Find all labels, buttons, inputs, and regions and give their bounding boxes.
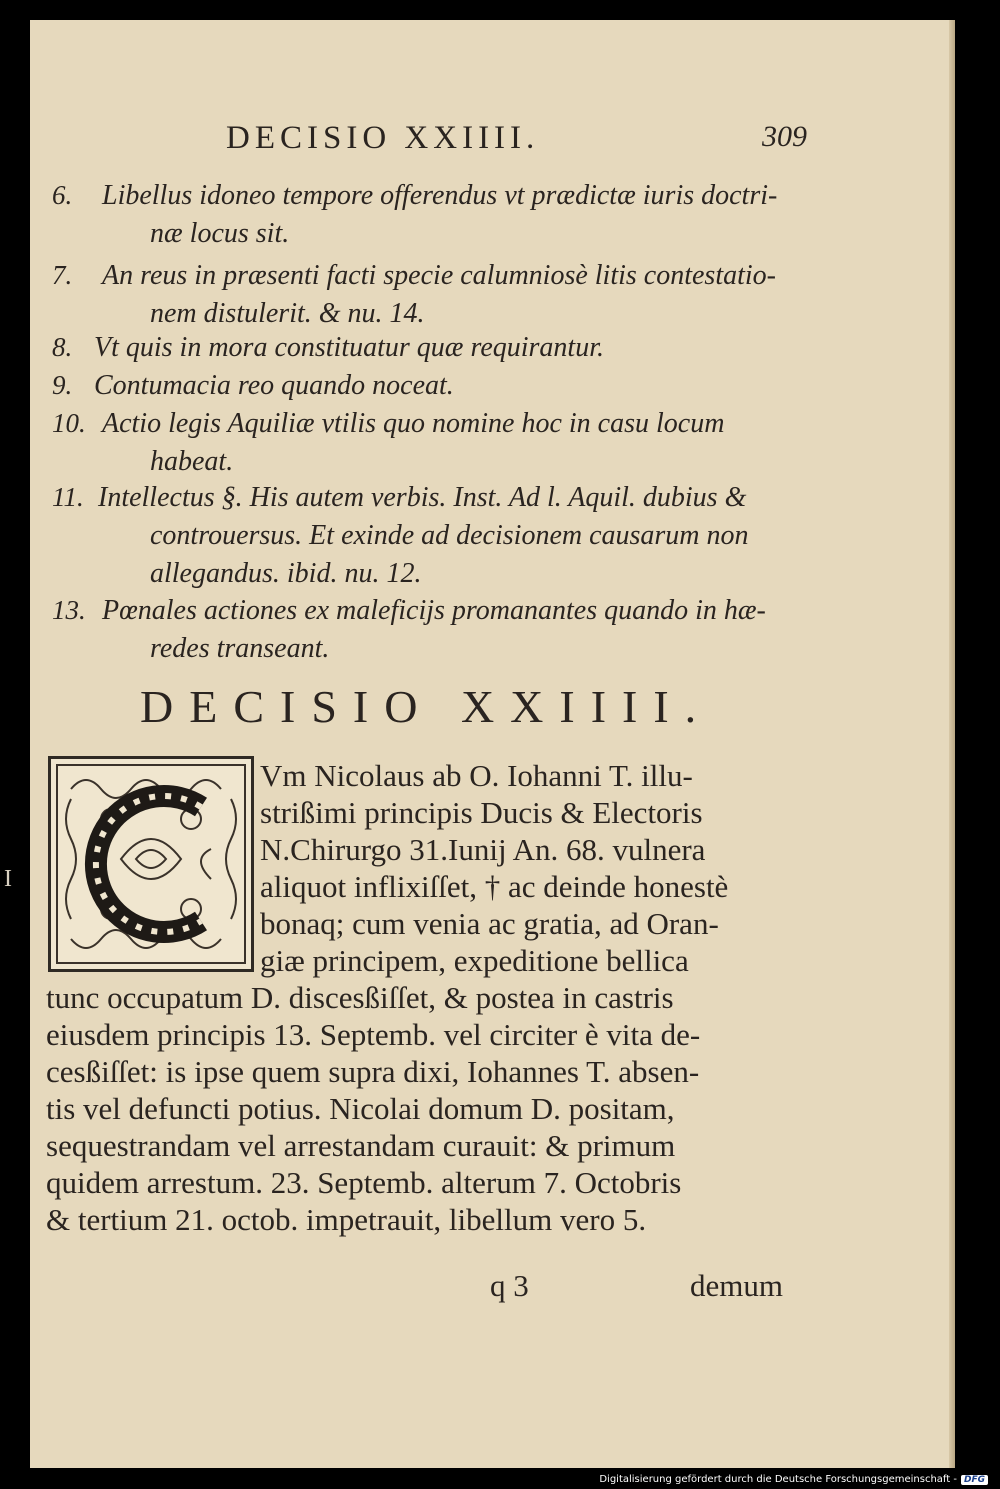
body-line: Vm Nicolaus ab O. Iohanni T. illu-: [260, 758, 693, 793]
running-title: DECISIO XXIIII.: [226, 120, 540, 156]
summary-line: nem distulerit. & nu. 14.: [150, 298, 425, 329]
body-line: eiusdem principis 13. Septemb. vel circiter è vita de-: [46, 1017, 701, 1052]
section-heading: DECISIO XXIIII.: [140, 681, 713, 732]
summary-number: 10.: [52, 408, 86, 438]
summary-line: Contumacia reo quando noceat.: [94, 370, 454, 401]
book-page: [30, 20, 955, 1468]
summary-line: controuersus. Et exinde ad decisionem causarum non: [150, 520, 749, 551]
summary-line: An reus in præsenti facti specie calumniosè litis contestatio-: [102, 260, 776, 291]
summary-line: allegandus. ibid. nu. 12.: [150, 558, 422, 589]
catchword: demum: [690, 1268, 783, 1303]
body-line: tunc occupatum D. discesßiſſet, & postea in castris: [46, 980, 674, 1015]
summary-number: 8.: [52, 332, 73, 362]
decorated-initial-c-icon: [51, 759, 251, 969]
summary-line: Actio legis Aquiliæ vtilis quo nomine hoc in casu locum: [102, 408, 725, 439]
summary-number: 13.: [52, 595, 86, 625]
ornamental-initial-c-icon: [48, 756, 254, 972]
body-line: cesßiſſet: is ipse quem supra dixi, Iohannes T. absen-: [46, 1054, 700, 1089]
summary-number: 6.: [52, 180, 73, 210]
dfg-logo-icon: DFG: [961, 1475, 988, 1485]
body-line: strißimi principis Ducis & Electoris: [260, 795, 703, 830]
footer-credit-text: Digitalisierung gefördert durch die Deutsche Forschungsgemeinschaft -: [599, 1474, 957, 1485]
summary-number: 11.: [52, 482, 84, 512]
body-line: giæ principem, expeditione bellica: [260, 943, 689, 978]
body-line: tis vel defuncti potius. Nicolai domum D. positam,: [46, 1091, 675, 1126]
summary-line: redes transeant.: [150, 633, 330, 664]
body-line: sequestrandam vel arrestandam curauit: & primum: [46, 1128, 676, 1163]
summary-line: Intellectus §. His autem verbis. Inst. Ad l. Aquil. dubius &: [98, 482, 747, 513]
summary-line: Vt quis in mora constituatur quæ requirantur.: [94, 332, 605, 363]
summary-line: næ locus sit.: [150, 218, 290, 249]
signature-mark: q 3: [490, 1268, 529, 1303]
body-line: N.Chirurgo 31.Iunij An. 68. vulnera: [260, 832, 706, 867]
margin-mark: I: [4, 866, 12, 892]
body-line: bonaq; cum venia ac gratia, ad Oran-: [260, 906, 719, 941]
body-line: & tertium 21. octob. impetrauit, libellum vero 5.: [46, 1202, 647, 1237]
summary-line: habeat.: [150, 446, 234, 477]
page-number: 309: [762, 120, 807, 153]
summary-line: Libellus idoneo tempore offerendus vt prædictæ iuris doctri-: [102, 180, 778, 211]
footer-credit: [599, 1474, 988, 1485]
summary-list: [30, 20, 955, 680]
summary-number: 9.: [52, 370, 73, 400]
body-line: aliquot inflixiſſet, † ac deinde honestè: [260, 869, 729, 904]
summary-line: Pœnales actiones ex maleficijs promanantes quando in hæ-: [102, 595, 766, 626]
body-line: quidem arrestum. 23. Septemb. alterum 7. Octobris: [46, 1165, 682, 1200]
summary-number: 7.: [52, 260, 73, 290]
